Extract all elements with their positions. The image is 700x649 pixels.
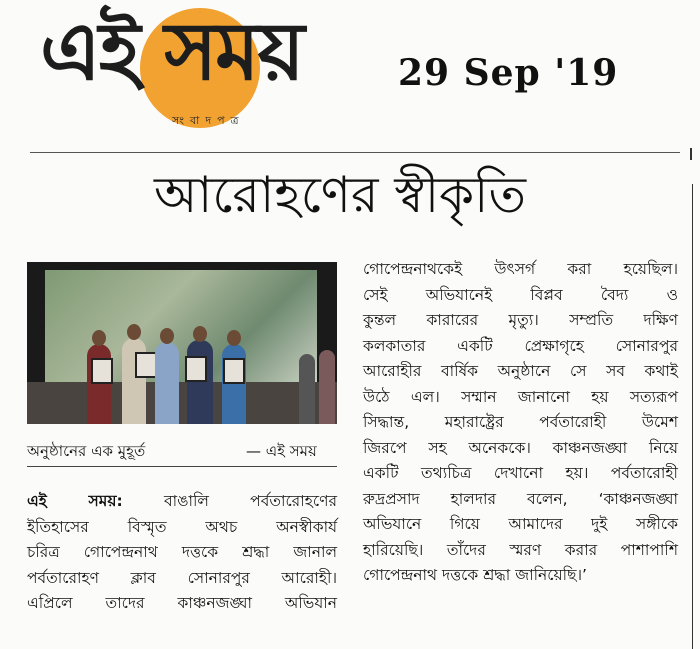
article-headline: আরোহণের স্বীকৃতি xyxy=(154,166,526,224)
person-3-head xyxy=(160,328,174,344)
article-column-right xyxy=(363,257,678,589)
person-6 xyxy=(299,354,315,424)
person-1 xyxy=(87,344,111,424)
text-line: হারিয়েছি। তাঁদের স্মরণ করার পাশাপাশি xyxy=(363,540,678,559)
text-line: কলকাতার একটি প্রেক্ষাগৃহে সোনারপুর xyxy=(363,336,678,355)
person-2-head xyxy=(127,324,141,340)
person-7 xyxy=(319,350,335,424)
photo-caption: অনুষ্ঠানের এক মুহূর্ত xyxy=(27,442,146,460)
person-5 xyxy=(222,344,246,424)
photo-credit: — এই সময় xyxy=(246,442,317,460)
person-3 xyxy=(155,342,179,424)
clipping-edge xyxy=(692,184,693,649)
text-line-content: বাঙালি পর্বতারোহণের xyxy=(163,492,337,510)
text-line: সিদ্ধান্ত, মহারাষ্ট্রের পর্বতারোহী উমেশ xyxy=(363,413,678,431)
memento-frame-2 xyxy=(135,352,157,378)
logo-tagline: সংবাদপত্র xyxy=(172,114,245,127)
text-line: রুদ্রপ্রসাদ হালদার বলেন, ‘কাঞ্চনজঙ্ঘা xyxy=(363,489,678,508)
text-line: উঠে এল। সম্মান জানানো হয় সত্যরূপ xyxy=(363,387,678,406)
text-line: এপ্রিলে তাদের কাঞ্চনজঙ্ঘা অভিযান xyxy=(27,594,337,612)
stage-floor xyxy=(27,382,337,424)
publication-date: 29 Sep '19 xyxy=(398,52,619,94)
divider-tick xyxy=(690,148,692,160)
person-5-head xyxy=(227,330,241,346)
text-line: কুন্তল কারারের মৃত্যু। সম্প্রতি দক্ষিণ xyxy=(363,311,678,329)
text-line: গোপেন্দ্রনাথকেই উৎসর্গ করা হয়েছিল। xyxy=(363,260,678,278)
text-line: একটি তথ্যচিত্র দেখানো হয়। পর্বতারোহী xyxy=(363,464,678,482)
person-4-head xyxy=(193,326,207,342)
text-line xyxy=(27,489,337,515)
memento-frame-1 xyxy=(91,358,113,384)
person-2 xyxy=(122,338,146,424)
text-line: গোপেন্দ্রনাথ দত্তকে শ্রদ্ধা জানিয়েছি।’ xyxy=(363,566,587,584)
memento-frame-3 xyxy=(185,356,207,382)
person-4 xyxy=(187,340,213,424)
article-column-left xyxy=(27,489,337,617)
article-lead: এই সময়: xyxy=(27,492,123,510)
person-1-head xyxy=(92,330,106,346)
text-line: পর্বতারোহণ ক্লাব সোনারপুর আরোহী। xyxy=(27,568,337,587)
text-line: অভিযানে গিয়ে আমাদের দুই সঙ্গীকে xyxy=(363,515,678,533)
event-photo xyxy=(27,262,337,424)
masthead-divider xyxy=(30,152,680,153)
text-line: চরিত্র গোপেন্দ্রনাথ দত্তকে শ্রদ্ধা জানাল xyxy=(27,543,337,561)
newspaper-logo: এই সময় xyxy=(40,5,303,98)
memento-frame-4 xyxy=(223,358,245,384)
projection-screen xyxy=(45,270,317,382)
text-line: ইতিহাসের বিস্মৃত অথচ অনস্বীকার্য xyxy=(27,517,337,536)
caption-divider xyxy=(27,466,337,467)
text-line: জিরপে সহ অনেককে। কাঞ্চনজঙ্ঘা নিয়ে xyxy=(363,438,678,457)
text-line: সেই অভিযানেই বিপ্লব বৈদ্য ও xyxy=(363,285,678,304)
masthead xyxy=(0,0,700,150)
text-line: আরোহীর বার্ষিক অনুষ্ঠানে সে সব কথাই xyxy=(363,362,678,380)
